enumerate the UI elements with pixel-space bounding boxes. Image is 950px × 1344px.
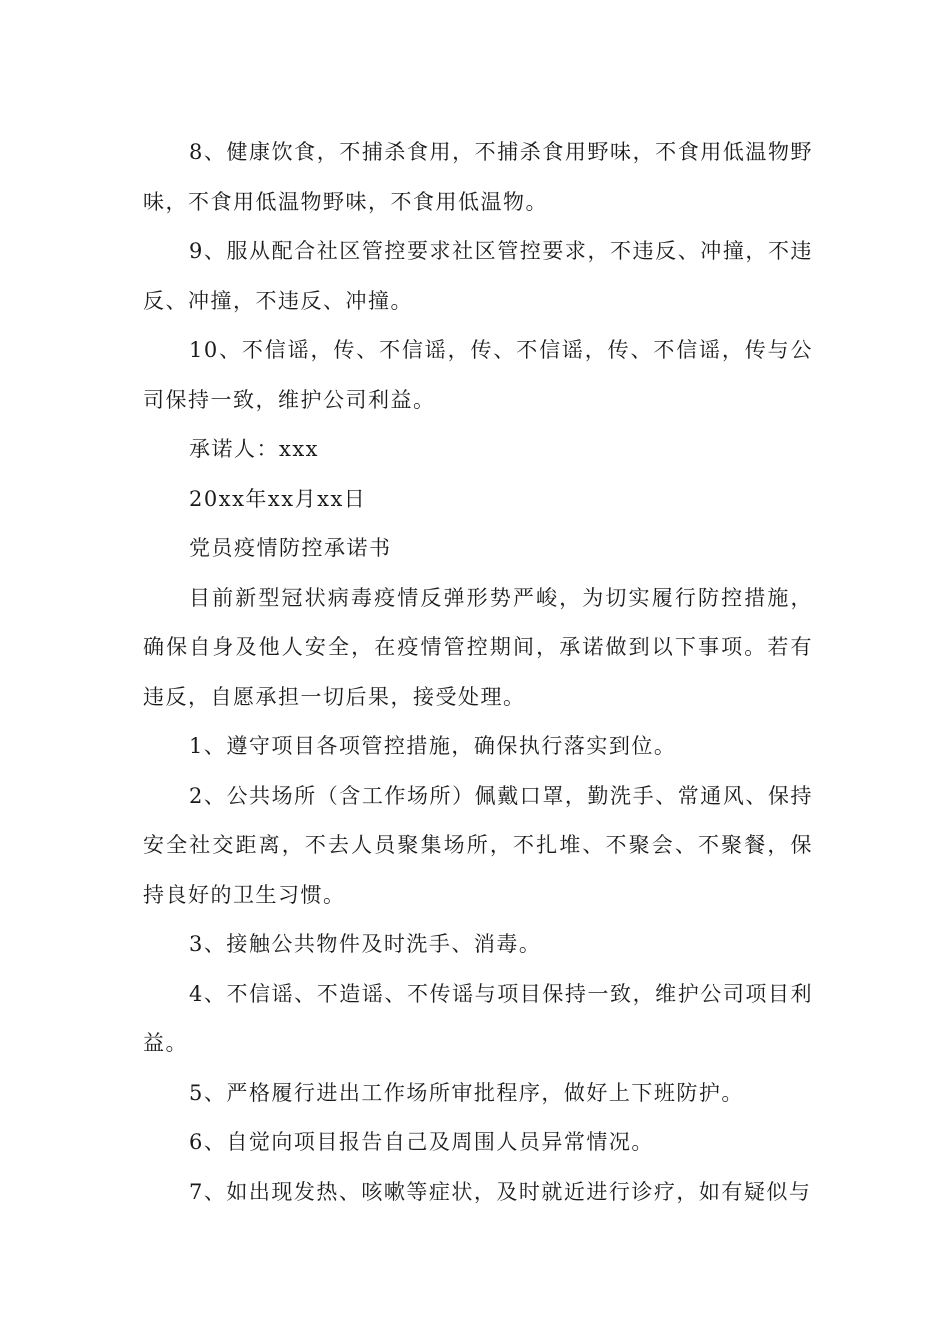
pledge-item-1: 1、遵守项目各项管控措施，确保执行落实到位。 <box>189 734 677 758</box>
paragraph-item-9: 9、服从配合社区管控要求社区管控要求，不违反、冲撞，不违反、冲撞，不违反、冲撞。 <box>143 239 813 313</box>
pledge-item-5: 5、严格履行进出工作场所审批程序，做好上下班防护。 <box>189 1080 744 1105</box>
pledge-item-3: 3、接触公共物件及时洗手、消毒。 <box>189 932 542 956</box>
pledge-item-2: 2、公共场所（含工作场所）佩戴口罩，勤洗手、常通风、保持安全社交距离，不去人员聚集场所，不扎堆、不聚会、不聚餐，保持良好的卫生习惯。 <box>143 783 813 907</box>
intro-paragraph: 目前新型冠状病毒疫情反弹形势严峻，为切实履行防控措施，确保自身及他人安全，在疫情管控期间，承诺做到以下事项。若有违反，自愿承担一切后果，接受处理。 <box>143 585 813 709</box>
pledge-item-7: 7、如出现发热、咳嗽等症状，及时就近进行诊疗，如有疑似与 <box>189 1179 812 1204</box>
pledge-item-4: 4、不信谣、不造谣、不传谣与项目保持一致，维护公司项目利益。 <box>143 981 813 1055</box>
paragraph-item-10: 10、不信谣，传、不信谣，传、不信谣，传、不信谣，传与公司保持一致，维护公司利益。 <box>143 338 813 412</box>
paragraph-item-8: 8、健康饮食，不捕杀食用，不捕杀食用野味，不食用低温物野味，不食用低温物野味，不食用低温物。 <box>143 140 813 214</box>
date-line: 20xx年xx月xx日 <box>189 486 367 511</box>
signatory-line: 承诺人：xxx <box>189 437 320 461</box>
section-title: 党员疫情防控承诺书 <box>189 536 392 560</box>
pledge-item-6: 6、自觉向项目报告自己及周围人员异常情况。 <box>189 1130 654 1154</box>
document-body <box>143 128 813 1217</box>
